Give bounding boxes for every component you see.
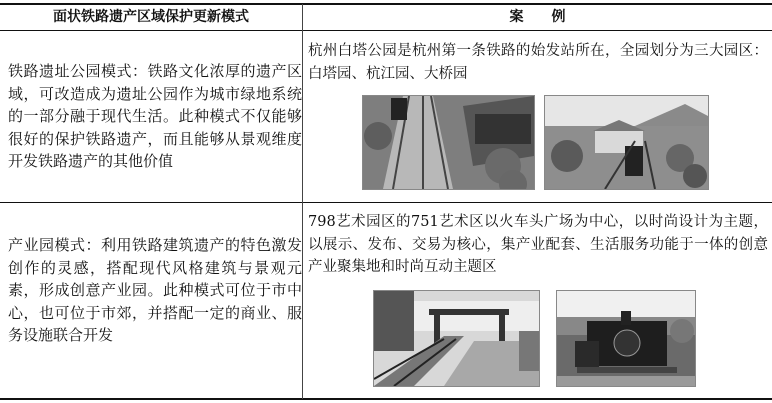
751-locomotive-plaza-photo — [556, 290, 696, 387]
table-bottom-rule — [0, 398, 772, 400]
751-art-district-railway-photo — [373, 290, 540, 387]
row-1-case-text: 杭州白塔公园是杭州第一条铁路的始发站所在，全园划分为三大园区：白塔园、杭江园、大桥园 — [308, 43, 768, 82]
header-case-column: 案 例 — [509, 9, 566, 25]
header-rule — [0, 30, 772, 31]
row-1-mode-text: 铁路遗址公园模式：铁路文化浓厚的遗产区域，可改造成为遗址公园作为城市绿地系统的一部分融于现代生活。此种模式不仅能够很好的保护铁路遗产，而且能够从景观维度开发铁路遗产的其他价值 — [8, 62, 302, 170]
column-divider — [302, 4, 303, 399]
row-2-mode-text: 产业园模式：利用铁路建筑遗产的特色激发创作的灵感，搭配现代风格建筑与景观元素，形成创意产业园。此种模式可位于市中心，也可位于市郊，并搭配一定的商业、服务设施联合开发 — [8, 236, 302, 344]
baita-park-station-photo — [544, 95, 709, 190]
baita-park-railway-photo — [362, 95, 535, 190]
row-2-case-text: 798艺术园区的751艺术区以火车头广场为中心，以时尚设计为主题，以展示、发布、交易为核心，集产业配套、生活服务功能于一体的创意产业聚集地和时尚互动主题区 — [308, 214, 768, 275]
header-mode-column: 面状铁路遗产区域保护更新模式 — [53, 9, 249, 25]
row-divider — [0, 202, 772, 203]
